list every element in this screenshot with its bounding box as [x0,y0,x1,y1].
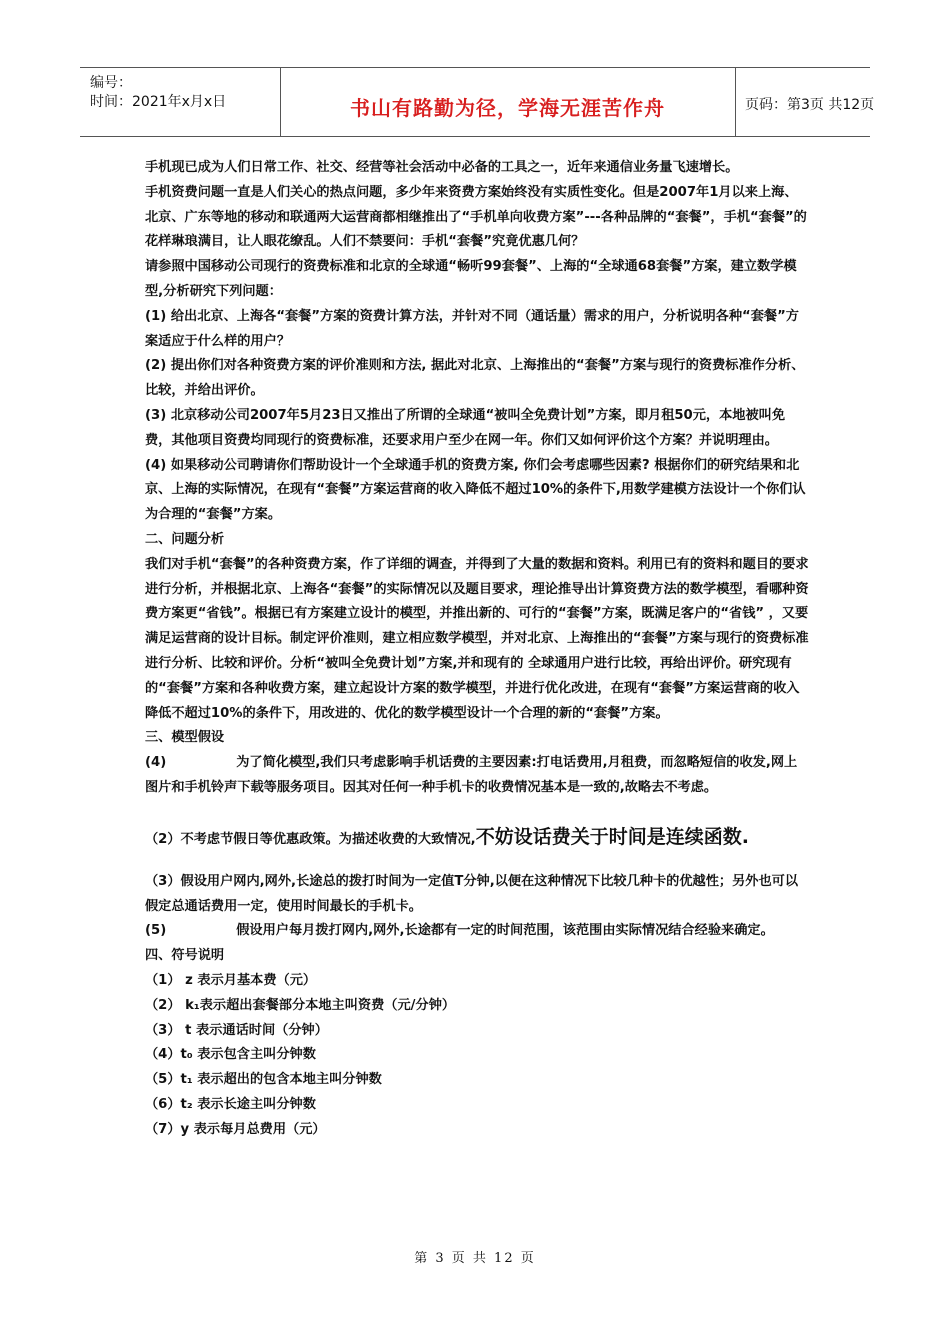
question-4: (4) 如果移动公司聘请你们帮助设计一个全球通手机的资费方案, 你们会考虑哪些因素? 根据你们的研究结果和北京、上海的实际情况，在现有“套餐”方案运营商的收入降低不超过10%的条件下,用数学建模方法设计一个你们认为合理的“套餐”方案。 [145,457,806,523]
section-heading-assumptions: 三、模型假设 [145,730,225,746]
question-3: (3) 北京移动公司2007年5月23日又推出了所谓的全球通“被叫全免费计划”方案，即月租50元，本地被叫免费，其他项目资费均同现行的资费标准，还要求用户至少在网一年。你们又如何评价这个方案？并说明理由。 [145,407,786,448]
symbol-item: （7）y 表示每月总费用（元） [145,1121,326,1137]
header-motto-cell [280,68,736,136]
paragraph: 手机资费问题一直是人们关心的热点问题，多少年来资费方案始终没有实质性变化。但是2007年1月以来上海、北京、广东等地的移动和联通两大运营商都相继推出了“手机单向收费方案”---各种品牌的“套餐”，手机“套餐”的花样琳琅满目，让人眼花缭乱。人们不禁要问：手机“套餐”究竟优惠几何？ [145,184,807,250]
assumption-2 [145,807,810,870]
motto: 书山有路勤为径，学海无涯苦作舟 [350,96,665,120]
header-meta-cell [80,68,281,136]
symbol-item: （4）t₀ 表示包含主叫分钟数 [145,1047,316,1063]
question-1: (1) 给出北京、上海各“套餐”方案的资费计算方法，并针对不同（通话量）需求的用户，分析说明各种“套餐”方案适应于什么样的用户？ [145,308,799,349]
document-number-label: 编号： [90,75,132,91]
assumption-1 [145,751,810,801]
symbol-item: （5）t₁ 表示超出的包含本地主叫分钟数 [145,1072,382,1088]
paragraph: 手机现已成为人们日常工作、社交、经营等社会活动中必备的工具之一，近年来通信业务量飞速增长。 [145,160,739,175]
date-line: 时间：2021年x月x日 [90,94,227,110]
question-2: (2) 提出你们对各种资费方案的评价准则和方法, 据此对北京、上海推出的“套餐”方案与现行的资费标准作分析、比较，并给出评价。 [145,358,805,399]
document-body [145,156,810,1142]
assumption-1-number: (4) [145,755,167,771]
section-heading-analysis: 二、问题分析 [145,531,225,547]
symbol-item: （2） k₁表示超出套餐部分本地主叫资费（元/分钟） [145,997,456,1013]
paragraph: 请参照中国移动公司现行的资费标准和北京的全球通“畅听99套餐”、上海的“全球通68套餐”方案，建立数学模型,分析研究下列问题： [145,259,797,299]
assumption-3: （3）假设用户网内,网外,长途总的拨打时间为一定值T分钟,以便在这种情况下比较几种卡的优越性；另外也可以假定总通话费用一定，使用时间最长的手机卡。 [145,873,799,914]
assumption-4-text: 假设用户每月拨打网内,网外,长途都有一定的时间范围，该范围由实际情况结合经验来确定。 [236,923,774,939]
page-header [80,67,875,137]
assumption-4 [145,919,810,944]
page-footer: 第 3 页 共 12 页 [414,1251,536,1266]
section-heading-symbols: 四、符号说明 [145,948,225,964]
analysis-paragraph: 我们对手机“套餐”的各种资费方案，作了详细的调查，并得到了大量的数据和资料。利用已有的资料和题目的要求进行分析，并根据北京、上海各“套餐”的实际情况以及题目要求，理论推导出计算资费方法的数学模型，看哪种资费方案更“省钱”。根据已有方案建立设计的模型，并推出新的、可行的“套餐”方案，既满足客户的“省钱” ，又要满足运营商的设计目标。制定评价准则，建立相应数学模型，并对北京、上海推出的“套餐”方案与现行的资费标准进行分析、比较和评价。分析“被叫全免费计划”方案,并和现有的 全球通用户进行比较，再给出评价。研究现有的“套餐”方案和各种收费方案，建立起设计方案的数学模型，并进行优化改进，在现有“套餐”方案运营商的收入降低不超过10%的条件下，用改进的、优化的数学模型设计一个合理的新的“套餐”方案。 [145,556,809,721]
page-info: 页码：第3页 共12页 [745,97,875,113]
symbol-item: （1） z 表示月基本费（元） [145,972,317,988]
assumption-4-number: (5) [145,923,167,939]
assumption-2-emphasis: 不妨设话费关于时间是连续函数. [475,825,749,848]
symbol-item: （6）t₂ 表示长途主叫分钟数 [145,1096,316,1112]
symbol-item: （3） t 表示通话时间（分钟） [145,1022,328,1038]
assumption-1-text: 为了简化模型,我们只考虑影响手机话费的主要因素:打电话费用,月租费，而忽略短信的收发,网上图片和手机铃声下载等服务项目。因其对任何一种手机卡的收费情况基本是一致的,故略去不考虑。 [145,755,798,795]
header-page-cell [735,68,875,136]
assumption-2-text: （2）不考虑节假日等优惠政策。为描述收费的大致情况, [145,831,476,847]
